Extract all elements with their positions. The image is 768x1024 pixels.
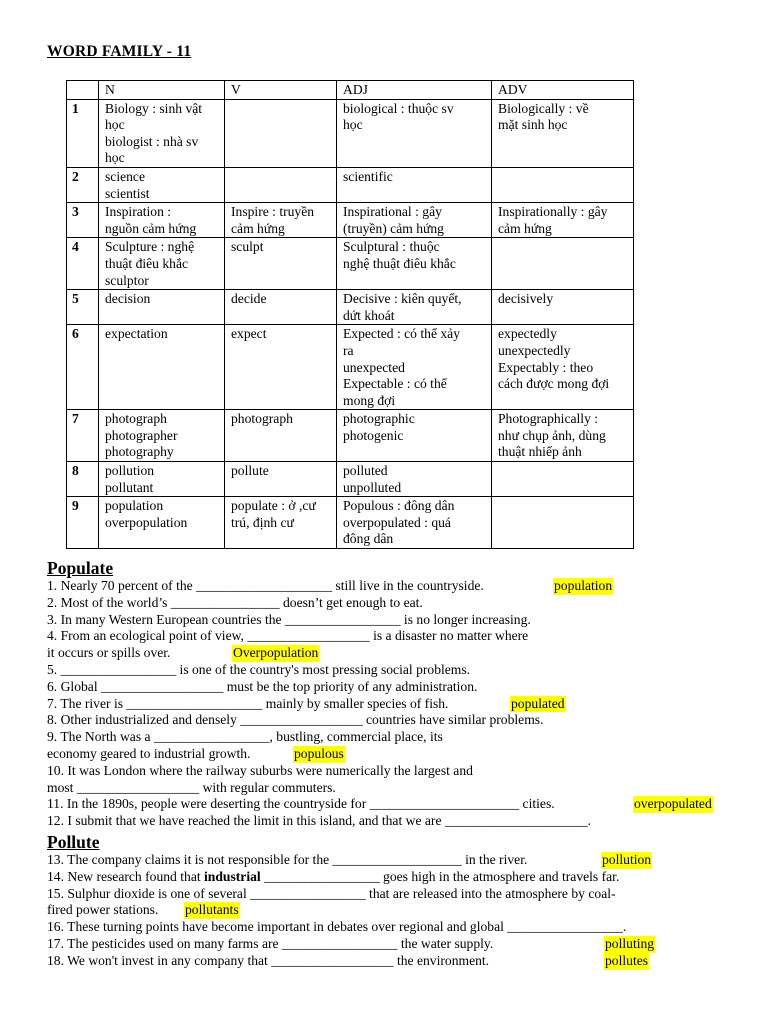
cell-text: nghệ thuật điêu khắc [343,255,456,271]
table-row [67,410,634,462]
exercise-line [47,869,737,886]
exercise-line: 1. Nearly 70 percent of the ____________________ still live in the countryside. population [47,578,613,593]
cell-adverb [492,238,634,290]
header-cell-verb: V [225,81,337,100]
row-number-cell: 8 [67,462,99,497]
cell-text: học [105,117,125,133]
exercise-line: 15. Sulphur dioxide is one of several _________________ that are released into the atmosphere by coal- [47,885,616,901]
cell-text: cảm hứng [231,220,285,236]
cell-text: Biologically : về [498,100,589,116]
cell-text: học [105,150,125,166]
exercise-line: most __________________ with regular commuters. [47,779,336,795]
row-number-cell: 6 [67,325,99,410]
cell-text: như chụp ảnh, dùng [498,427,606,443]
exercise-item [47,712,737,729]
cell-text: photogenic [343,427,404,443]
cell-verb [225,203,337,238]
exercise-line: 5. _________________ is one of the country's most pressing social problems. [47,661,471,677]
cell-text: dứt khoát [343,307,395,323]
cell-adverb [492,497,634,549]
exercise-line: 3. In many Western European countries the _________________ is no longer increasing. [47,611,531,627]
cell-adjective [337,497,492,549]
table-row [67,203,634,238]
table-row [67,99,634,167]
exercise-line: economy geared to industrial growth. populous [47,745,344,761]
cell-text: (truyền) cảm hứng [343,220,444,236]
cell-text: cách được mong đợi [498,376,610,392]
cell-verb [225,167,337,202]
exercise-line: 9. The North was a _________________, bustling, commercial place, its [47,729,443,745]
exercise-line: 18. We won't invest in any company that __________________ the environment. pollutes [47,952,649,968]
answer-highlight: pollutants [185,902,239,918]
answer-highlight: populous [294,745,344,761]
cell-noun [99,203,225,238]
row-number-cell: 7 [67,410,99,462]
cell-text: decision [105,291,151,307]
table-row [67,238,634,290]
table-row [67,462,634,497]
exercise-line: 10. It was London where the railway suburbs were numerically the largest and [47,762,473,778]
cell-text: Expectable : có thể [343,376,447,392]
cell-adjective [337,203,492,238]
cell-text: overpopulation [105,514,188,530]
cell-text: unexpectedly [498,342,571,358]
exercise-item [47,953,737,970]
section-heading-populate: Populate [47,558,114,578]
cell-text: unpolluted [343,479,402,495]
table-row [67,290,634,325]
exercise-item [47,852,737,869]
document-title: WORD FAMILY - 11 [47,43,192,60]
cell-text: biologist : nhà sv [105,133,199,149]
cell-text: unexpected [343,359,405,375]
exercise-line: 12. I submit that we have reached the limit in this island, and that we are _____________________. [47,813,592,829]
exercise-line: 16. These turning points have become important in debates over regional and global _________________. [47,919,627,935]
cell-adjective [337,462,492,497]
cell-text: Inspiration : [105,204,172,220]
header-cell-adverb: ADV [492,81,634,100]
cell-adjective [337,290,492,325]
cell-text: scientist [105,185,150,201]
exercise-item [47,696,737,713]
exercise-line: 13. The company claims it is not responsible for the ___________________ in the river. pollution [47,852,652,867]
header-cell-noun: N [99,81,225,100]
answer-highlight: populated [511,695,565,711]
answer-highlight: overpopulated [634,796,712,812]
cell-text: expectation [105,326,168,342]
cell-text: mong đợi [343,392,396,408]
row-number-cell: 3 [67,203,99,238]
cell-noun [99,462,225,497]
cell-text: Biology : sinh vật [105,100,203,116]
cell-text: nguồn cảm hứng [105,220,197,236]
row-number-cell: 9 [67,497,99,549]
cell-text: Sculpture : nghệ [105,239,195,255]
row-number-cell: 2 [67,167,99,202]
cell-adjective [337,167,492,202]
header-cell-index [67,81,99,100]
exercise-item [47,869,737,886]
exercise-line: 8. Other industrialized and densely __________________ countries have similar problems. [47,712,544,728]
bold-word: industrial [204,868,261,884]
cell-noun [99,325,225,410]
cell-noun [99,497,225,549]
cell-text: thuật điêu khắc [105,255,189,271]
answer-highlight: pollutes [605,952,649,968]
cell-adjective [337,325,492,410]
cell-text: Decisive : kiên quyết, [343,291,462,307]
exercise-item [47,578,737,595]
cell-adjective [337,410,492,462]
exercise-item [47,729,737,763]
exercise-item [47,595,737,612]
cell-text: Inspire : truyền [231,204,315,220]
exercise-list-populate [47,578,737,830]
exercise-line: it occurs or spills over. Overpopulation [47,645,319,661]
answer-highlight: pollution [602,852,652,867]
exercise-line: 6. Global __________________ must be the top priority of any administration. [47,678,478,694]
cell-text: cảm hứng [498,220,552,236]
cell-text: science [105,168,145,184]
cell-verb [225,462,337,497]
cell-text: sculptor [105,272,149,288]
cell-text: thuật nhiếp ảnh [498,444,582,460]
cell-noun [99,99,225,167]
exercise-line: 11. In the 1890s, people were deserting the countryside for ______________________ cities. overpopulated [47,796,712,812]
cell-adverb [492,167,634,202]
cell-adverb [492,325,634,410]
row-number-cell: 1 [67,99,99,167]
cell-text: đông dân [343,531,394,547]
cell-text: biological : thuộc sv [343,100,454,116]
exercise-line: 7. The river is ____________________ mainly by smaller species of fish. populated [47,695,565,711]
exercise-item [47,612,737,629]
cell-verb [225,325,337,410]
cell-adjective [337,99,492,167]
cell-text: Expected : có thể xảy [343,326,461,342]
cell-verb [225,497,337,549]
text-segment: _________________ goes high in the atmosphere and travels far. [260,868,620,884]
header-cell-adjective: ADJ [337,81,492,100]
cell-adverb [492,203,634,238]
cell-noun [99,410,225,462]
cell-text: pollution [105,463,155,479]
exercise-item [47,886,737,920]
cell-text: expectedly [498,326,557,342]
cell-verb [225,290,337,325]
exercise-item [47,662,737,679]
cell-text: photograph [105,411,167,427]
word-family-table [66,80,634,549]
table-header-row [67,81,634,100]
cell-text: Inspirational : gây [343,204,442,220]
cell-text: mặt sinh học [498,117,568,133]
cell-noun [99,238,225,290]
text-segment: 14. New research found that [47,868,205,884]
exercise-line: fired power stations. pollutants [47,902,239,918]
cell-text: ra [343,342,354,358]
cell-noun [99,290,225,325]
answer-highlight: Overpopulation [233,645,319,661]
cell-text: Expectably : theo [498,359,594,375]
cell-text: sculpt [231,239,264,255]
cell-text: overpopulated : quá [343,514,451,530]
table-row [67,325,634,410]
section-heading-pollute: Pollute [47,832,100,852]
cell-text: Inspirationally : gây [498,204,608,220]
cell-text: Sculptural : thuộc [343,239,440,255]
cell-adverb [492,462,634,497]
cell-text: trú, định cư [231,514,294,530]
exercise-line: 17. The pesticides used on many farms are _________________ the water supply. polluting [47,935,655,951]
exercise-item [47,628,737,662]
cell-adverb [492,290,634,325]
cell-text: pollutant [105,479,154,495]
cell-text: Photographically : [498,411,599,427]
cell-noun [99,167,225,202]
exercise-list-pollute [47,852,737,970]
cell-text: học [343,117,363,133]
table-body [67,99,634,548]
exercise-item [47,679,737,696]
cell-text: polluted [343,463,388,479]
cell-text: decide [231,291,267,307]
exercise-item [47,796,737,813]
cell-verb [225,410,337,462]
exercise-item [47,919,737,936]
cell-text: pollute [231,463,269,479]
cell-verb [225,99,337,167]
row-number-cell: 4 [67,238,99,290]
cell-adverb [492,410,634,462]
cell-text: photograph [231,411,293,427]
cell-adverb [492,99,634,167]
answer-highlight: polluting [605,935,655,951]
exercise-item [47,813,737,830]
table-row [67,167,634,202]
exercise-line: 2. Most of the world’s ________________ doesn’t get enough to eat. [47,594,423,610]
exercise-item [47,763,737,797]
row-number-cell: 5 [67,290,99,325]
answer-highlight: population [554,578,613,593]
cell-text: populate : ở ,cư [231,498,316,514]
exercise-item [47,936,737,953]
cell-text: decisively [498,291,554,307]
cell-text: population [105,498,164,514]
cell-text: Populous : đông dân [343,498,455,514]
cell-text: photographer [105,427,178,443]
cell-text: photography [105,444,174,460]
cell-adjective [337,238,492,290]
cell-text: expect [231,326,267,342]
cell-text: scientific [343,168,393,184]
cell-text: photographic [343,411,415,427]
cell-verb [225,238,337,290]
exercise-line: 4. From an ecological point of view, __________________ is a disaster no matter where [47,628,529,644]
table-row [67,497,634,549]
